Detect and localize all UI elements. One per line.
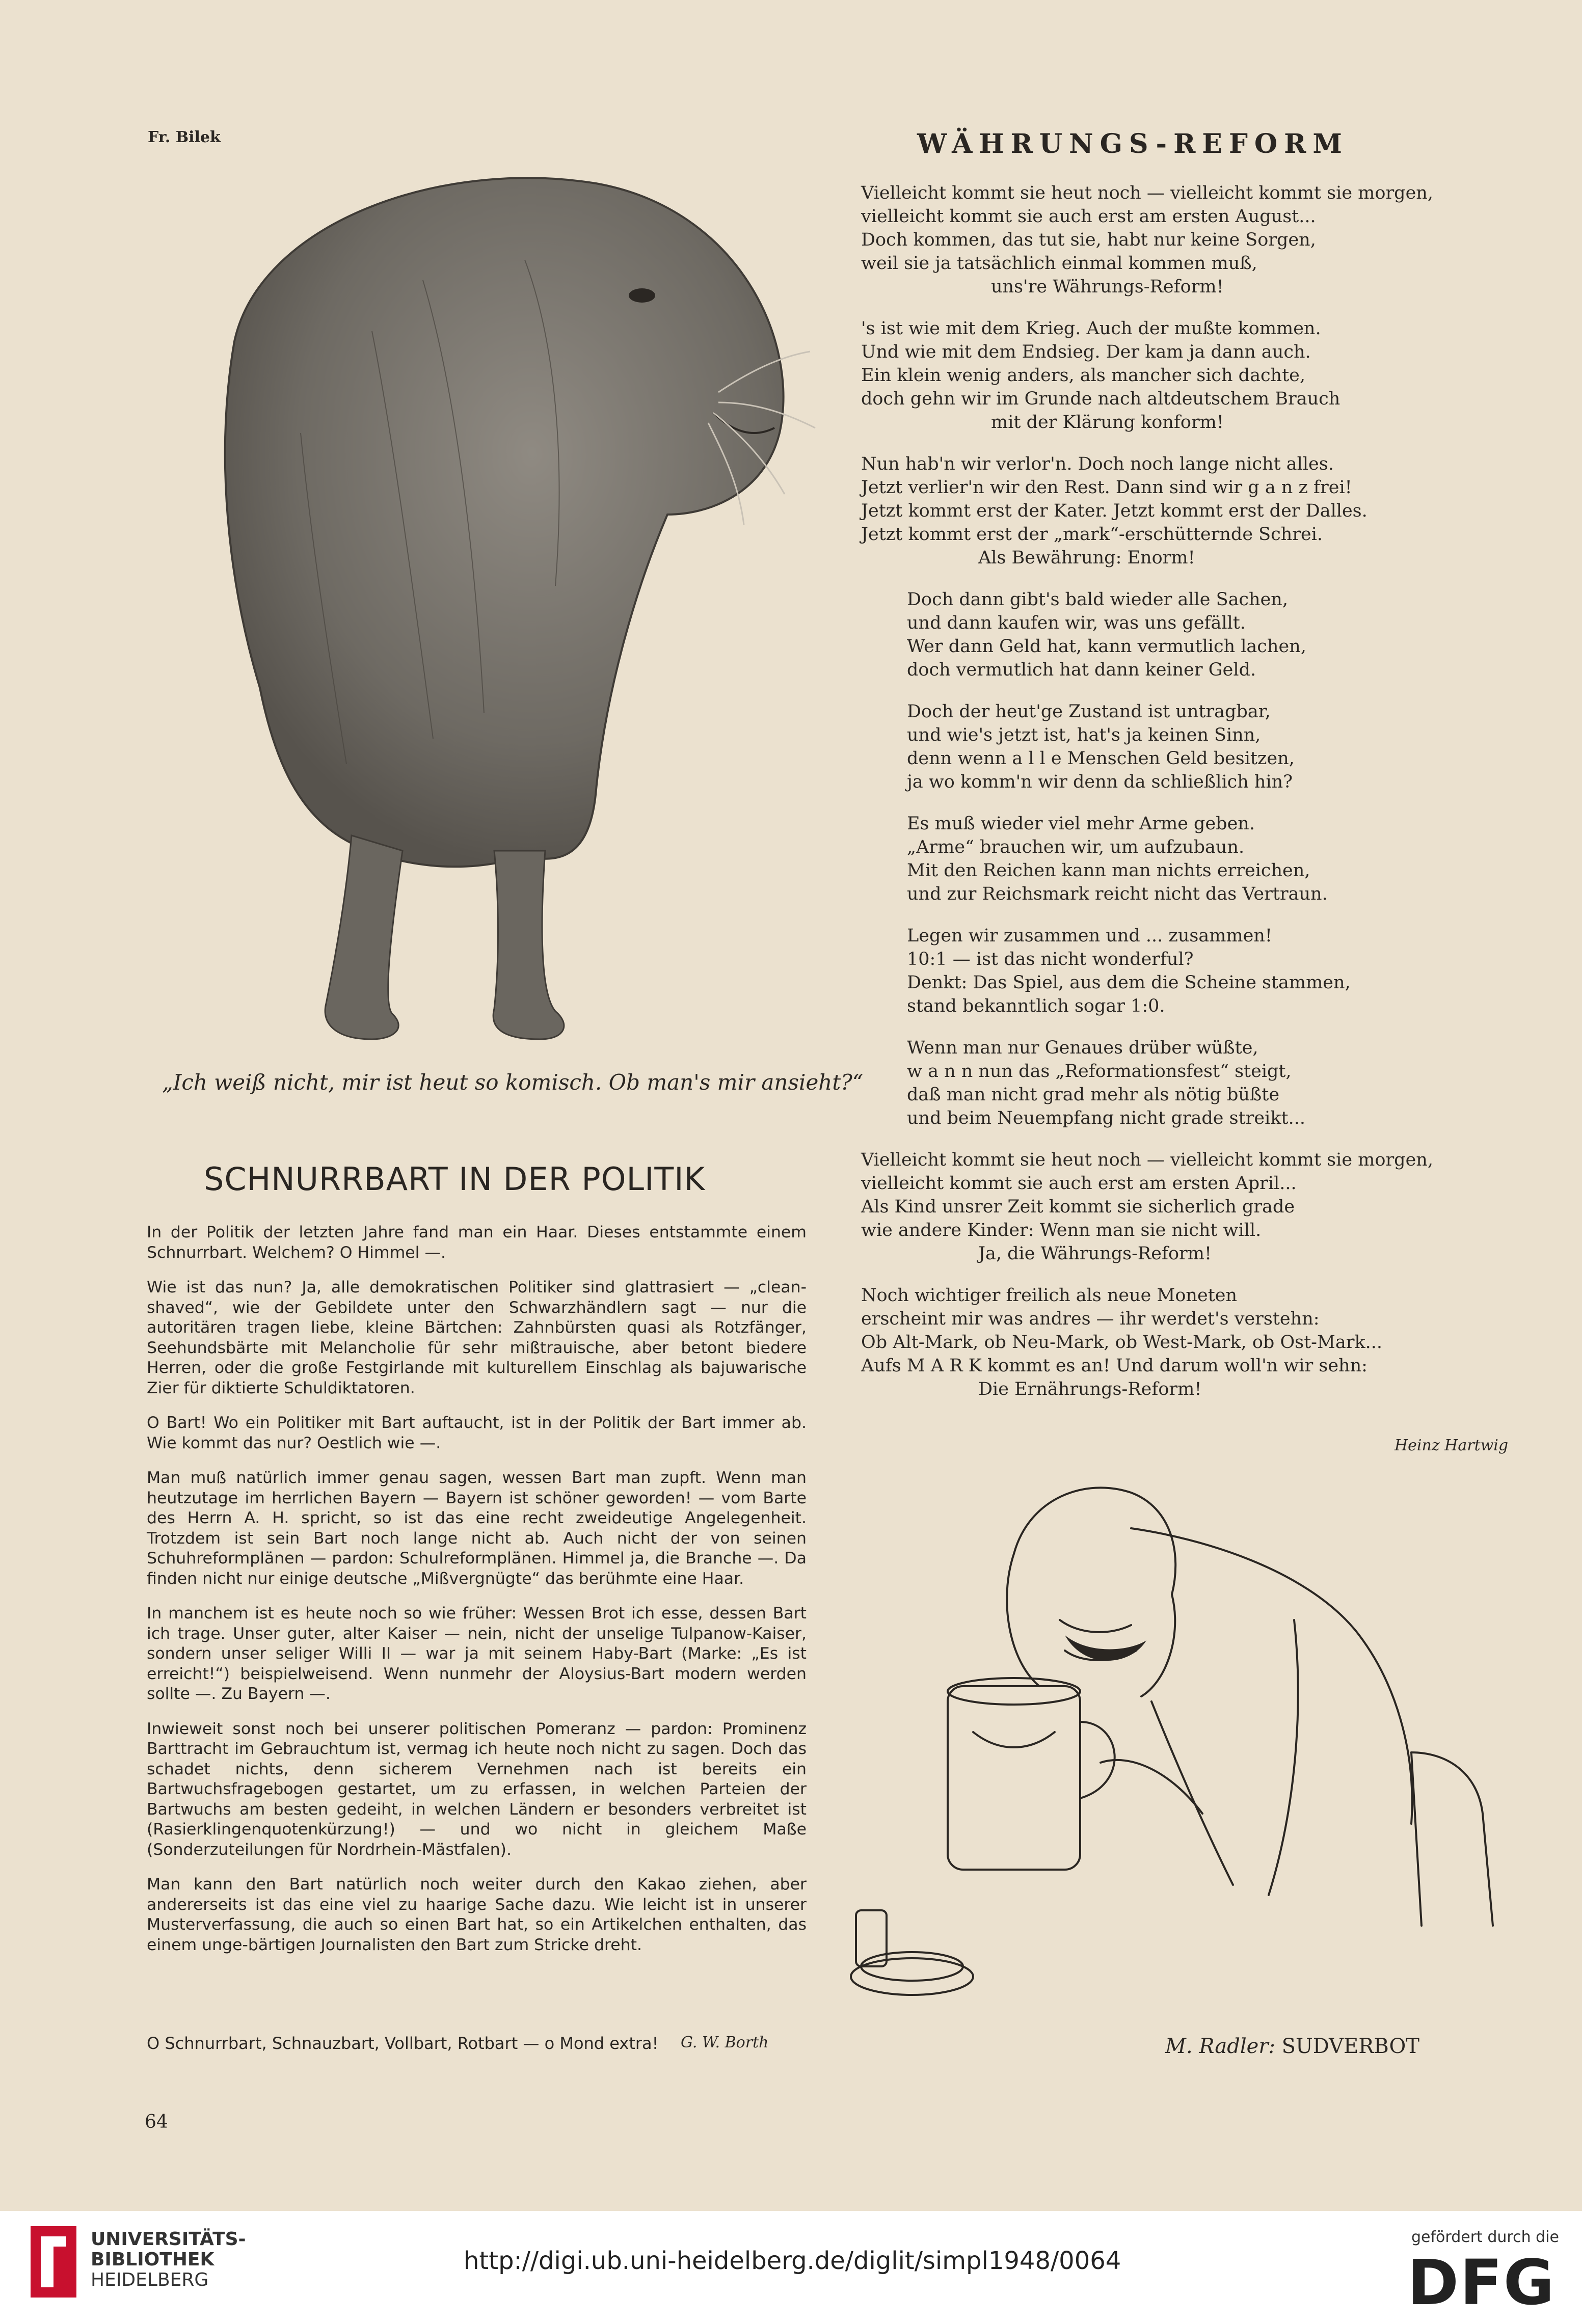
poem-refrain: mit der Klärung konform! (991, 412, 1224, 433)
poem-line: Mit den Reichen kann man nichts erreichen, (907, 860, 1310, 881)
illustration-caption: „Ich weiß nicht, mir ist heut so komisch. Ob man's mir ansieht?“ (162, 1070, 864, 1095)
poem-line: Jetzt verlier'n wir den Rest. Dann sind wir g a n z frei! (861, 477, 1352, 498)
article-paragraph: In manchem ist es heute noch so wie früher: Wessen Brot ich esse, dessen Bart ich trage. Unser guter, alter Kaiser — nein, nicht der unselige Tulpanow-Kaiser, sondern unser seliger Willi II — war ja mit seinem Haby-Bart (Marke: „Es ist erreicht!“) beispielweisend. Wenn nunmehr der Aloysius-Bart modern werden sollte —. Zu Bayern —. (147, 1604, 807, 1703)
article-closing-line: O Schnurrbart, Schnauzbart, Vollbart, Rotbart — o Mond extra! (147, 2034, 659, 2053)
library-name-line: UNIVERSITÄTS- (91, 2229, 246, 2250)
article-paragraph: Man kann den Bart natürlich noch weiter durch den Kakao ziehen, aber andererseits ist das eine viel zu haarige Sache dazu. Wie leicht ist in unserer Musterverfassung, die auch so einen Bart hat, so ein Artikelchen enthalten, das einem unge-bärtigen Journalisten den Bart zum Stricke dreht. (147, 1875, 807, 1954)
poem-line: 10:1 — ist das nicht wonderful? (907, 949, 1194, 969)
poem-stanza (861, 1284, 1518, 1401)
article-paragraph: Inwieweit sonst noch bei unserer politischen Pomeranz — pardon: Prominenz Barttracht im Gebrauchtum ist, vermag ich heute noch nicht zu sagen. Doch das schadet nichts, denn sicherem Vernehmen nach ist bereits ein Bartwuchsfragebogen gestartet, um zu erfassen, in welchen Parteien der Bartwuchs am besten gedeiht, in welchen Ländern er besonders verbreitet ist (Rasierklingenquotenkürzung!) — und wo nicht in gleichem Maße (Sonderzuteilungen für Nordrhein-Mästfalen). (147, 1719, 807, 1859)
poem-stanza (861, 924, 1518, 1018)
poem-stanza (861, 317, 1518, 434)
poem-stanza (861, 1148, 1518, 1265)
poem-line: und dann kaufen wir, was uns gefällt. (907, 613, 1246, 633)
article-author: G. W. Borth (681, 2034, 769, 2051)
poem-line: vielleicht kommt sie auch erst am ersten August... (861, 206, 1316, 227)
illustration-caption-right (1165, 2035, 1419, 2058)
poem-line: Ein klein wenig anders, als mancher sich dachte, (861, 365, 1305, 386)
article-title: SCHNURRBART IN DER POLITIK (204, 1160, 706, 1198)
poem-refrain: Ja, die Währungs-Reform! (978, 1244, 1212, 1264)
poem-line: Jetzt kommt erst der Kater. Jetzt kommt erst der Dalles. (861, 501, 1368, 521)
poem-line: wie andere Kinder: Wenn man sie nicht will. (861, 1220, 1262, 1240)
poem-line: doch gehn wir im Grunde nach altdeutschem Brauch (861, 389, 1340, 409)
dfg-logo: DFG (1407, 2247, 1556, 2319)
poem-line: Als Kind unsrer Zeit kommt sie sicherlich grade (861, 1197, 1295, 1217)
poem-line: doch vermutlich hat dann keiner Geld. (907, 660, 1256, 680)
poem-line: Doch der heut'ge Zustand ist untragbar, (907, 701, 1271, 722)
poem-line: vielleicht kommt sie auch erst am ersten April... (861, 1173, 1297, 1194)
library-footer (0, 2211, 1582, 2324)
article-paragraph: Wie ist das nun? Ja, alle demokratischen Politiker sind glattrasiert — „clean-shaved“, wie der Gebildete unter den Schwarzhändlern sagt — nur die autoritären tragen liebe, kleine Bärtchen: Zahnbürsten quasi als Rotzfänger, Seehundsbärte mit Melancholie für sehr mißtrauische, aber betont biedere Herren, oder die große Festgirlande mit kulturellem Einschlag als bajuwarische Zier für diktierte Schuldiktatoren. (147, 1278, 807, 1397)
poem-line: Jetzt kommt erst der „mark“-erschütternde Schrei. (861, 524, 1323, 545)
poem-stanza (861, 1036, 1518, 1130)
poem-line: Vielleicht kommt sie heut noch — vielleicht kommt sie morgen, (861, 1150, 1433, 1170)
poem-line: Nun hab'n wir verlor'n. Doch noch lange nicht alles. (861, 454, 1334, 474)
poem-line: und wie's jetzt ist, hat's ja keinen Sinn, (907, 725, 1261, 745)
illustration-title: SUDVERBOT (1281, 2035, 1419, 2058)
page-number: 64 (145, 2112, 168, 2132)
poem-line: Und wie mit dem Endsieg. Der kam ja dann auch. (861, 342, 1311, 362)
poem-line: Wer dann Geld hat, kann vermutlich lachen, (907, 636, 1306, 657)
library-name-line: HEIDELBERG (91, 2269, 209, 2290)
poem-line: Legen wir zusammen und ... zusammen! (907, 926, 1272, 946)
poem-refrain: Die Ernährungs-Reform! (978, 1379, 1202, 1399)
poem-line: denn wenn a l l e Menschen Geld besitzen, (907, 748, 1295, 769)
poem-stanza (861, 700, 1518, 794)
article-paragraph: Man muß natürlich immer genau sagen, wessen Bart man zupft. Wenn man heutzutage im herrlichen Bayern — Bayern ist schöner geworden! — vom Barte des Herrn A. H. spricht, so ist das eine recht zweideutige Angelegenheit. Trotzdem ist sein Bart noch lange nicht ab. Auch nicht der von seinen Schuhreformplänen — pardon: Schulreformplänen. Himmel ja, die Branche —. Da finden nicht nur einige deutsche „Mißvergnügte“ das berühmte eine Haar. (147, 1469, 807, 1588)
poem-line: ja wo komm'n wir denn da schließlich hin? (907, 772, 1293, 792)
poem-line: Doch dann gibt's bald wieder alle Sachen, (907, 589, 1288, 610)
poem-line: Aufs M A R K kommt es an! Und darum woll'n wir sehn: (861, 1356, 1368, 1376)
poem-line: Denkt: Das Spiel, aus dem die Scheine stammen, (907, 972, 1351, 993)
illustration-artist: M. Radler: (1165, 2035, 1275, 2058)
poem-line: „Arme“ brauchen wir, um aufzubaun. (907, 837, 1245, 857)
poem-line: Ob Alt-Mark, ob Neu-Mark, ob West-Mark, ob Ost-Mark... (861, 1332, 1383, 1353)
poem-line: stand bekanntlich sogar 1:0. (907, 996, 1165, 1016)
poem-line: und zur Reichsmark reicht nicht das Vertraun. (907, 884, 1328, 904)
poem-refrain: uns're Währungs-Reform! (991, 277, 1224, 297)
poem-body (861, 181, 1518, 1419)
library-name-line: BIBLIOTHEK (91, 2249, 214, 2270)
article-paragraph: In der Politik der letzten Jahre fand man ein Haar. Dieses entstammte einem Schnurrbart. Welchem? O Himmel —. (147, 1223, 807, 1262)
hamster-illustration (107, 127, 820, 1065)
poem-line: Wenn man nur Genaues drüber wüßte, (907, 1038, 1258, 1058)
poem-stanza (861, 181, 1518, 299)
poem-line: Noch wichtiger freilich als neue Moneten (861, 1285, 1238, 1306)
article-body (147, 1223, 807, 1970)
poem-line: und beim Neuempfang nicht grade streikt... (907, 1108, 1305, 1128)
funding-label: gefördert durch die (1411, 2228, 1559, 2246)
university-logo-icon (31, 2226, 76, 2298)
poem-line: erscheint mir was andres — ihr werdet's verstehn: (861, 1309, 1320, 1329)
poem-stanza (861, 812, 1518, 906)
poem-stanza (861, 452, 1518, 570)
poem-line: 's ist wie mit dem Krieg. Auch der mußte kommen. (861, 318, 1321, 339)
poem-line: daß man nicht grad mehr als nötig büßte (907, 1085, 1280, 1105)
library-name (91, 2229, 246, 2290)
illustration-credit: Fr. Bilek (148, 128, 221, 146)
poem-stanza (861, 588, 1518, 682)
permalink-url[interactable]: http://digi.ub.uni-heidelberg.de/diglit/simpl1948/0064 (464, 2247, 1121, 2275)
poem-line: Es muß wieder viel mehr Arme geben. (907, 814, 1255, 834)
poem-title: WÄHRUNGS-REFORM (917, 128, 1349, 159)
poem-refrain: Als Bewährung: Enorm! (978, 548, 1195, 568)
beer-drinker-illustration (846, 1467, 1529, 2038)
article-paragraph: O Bart! Wo ein Politiker mit Bart auftaucht, ist in der Politik der Bart immer ab. Wie kommt das nur? Oestlich wie —. (147, 1414, 807, 1452)
poem-author: Heinz Hartwig (1395, 1437, 1509, 1454)
poem-line: Doch kommen, das tut sie, habt nur keine Sorgen, (861, 230, 1316, 250)
poem-line: Vielleicht kommt sie heut noch — vielleicht kommt sie morgen, (861, 183, 1433, 203)
poem-line: w a n n nun das „Reformationsfest“ steigt, (907, 1061, 1292, 1082)
poem-line: weil sie ja tatsächlich einmal kommen muß, (861, 253, 1257, 274)
